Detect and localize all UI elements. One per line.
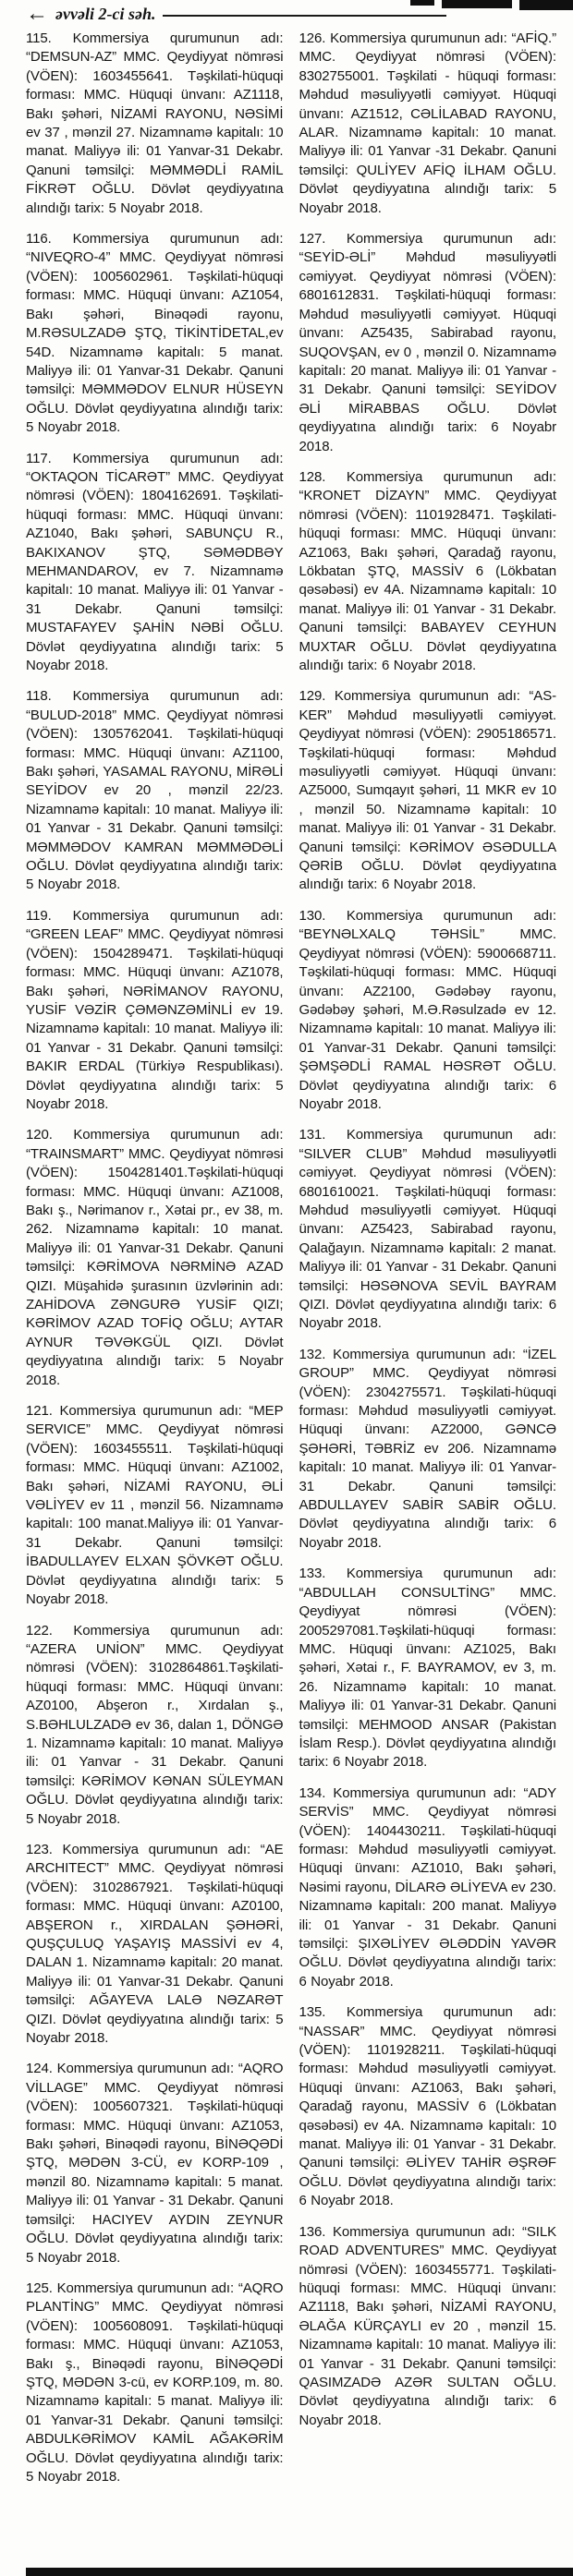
registry-entry-130: 130. Kommersiya qurumunun adı: “BEYNƏLXALQ TƏHSİL” MMC. Qeydiyyat nömrəsi (VÖEN): 5900668711. Təşkilati-hüquqi forması: MMC. Hüquqi ünvanı: AZ2100, Gədəbəy rayonu, Gədəbəy şəhəri, M.Ə.Rəsulzadə ev 12. Nizamnamə kapitalı: 10 manat. Maliyyə ili: 01 Yanvar-31 Dekabr. Qanuni təmsilçi: ŞƏMŞƏDLİ RAMAL HƏSRƏT OĞLU. Dövlət qeydiyyatına alındığı tarix: 6 Noyabr 2018. bbox=[299, 907, 556, 1112]
registry-entry-131: 131. Kommersiya qurumunun adı: “SILVER CLUB” Məhdud məsuliyyətli cəmiyyət. Qeydiyyat nömrəsi (VÖEN): 6801610021. Təşkilati-hüquqi forması: Məhdud məsuliyyətli cəmiyyət. Hüquqi ünvanı: AZ5423, Sabirabad rayonu, Qalağayın. Nizamnamə kapitalı: 2 manat. Maliyyə ili: 01 Yanvar - 31 Dekabr. Qanuni təmsilçi: HƏSƏNOVA SEVİL BAYRAM QIZI. Dövlət qeydiyyatına alındığı tarix: 6 Noyabr 2018. bbox=[299, 1127, 556, 1332]
registry-entry-124: 124. Kommersiya qurumunun adı: “AQRO VİLLAGE” MMC. Qeydiyyat nömrəsi (VÖEN): 1005607321. Təşkilati-hüquqi forması: MMC. Hüquqi ünvanı: AZ1053, Bakı şəhəri, Binəqədi rayonu, BİNƏQƏDİ ŞTQ, MƏDƏN 3-CÜ, ev KORP-109 , mənzil 80. Nizamnamə kapitalı: 5 manat. Maliyyə ili: 01 Yanvar - 31 Dekabr. Qanuni təmsilçi: HACIYEV AYDIN ZEYNUR OĞLU. Dövlət qeydiyyatına alındığı tarix: 5 Noyabr 2018. bbox=[26, 2061, 284, 2266]
registry-entry-121: 121. Kommersiya qurumunun adı: “MEP SERVICE” MMC. Qeydiyyat nömrəsi (VÖEN): 1603455511. Təşkilati-hüquqi forması: MMC. Hüquqi ünvanı: AZ1002, Bakı şəhəri, NİZAMİ RAYONU, ƏLİ VƏLİYEV ev 11 , mənzil 56. Nizamnamə kapitalı: 100 manat.Maliyyə ili: 01 Yanvar-31 Dekabr. Qanuni təmsilçi: İBADULLAYEV ELXAN ŞÖVKƏT OĞLU. Dövlət qeydiyyatına alındığı tarix: 5 Noyabr 2018. bbox=[26, 1403, 284, 1608]
registry-entry-136: 136. Kommersiya qurumunun adı: “SILK ROAD ADVENTURES” MMC. Qeydiyyat nömrəsi (VÖEN): 1603455771. Təşkilati-hüquqi forması: MMC. Hüquqi ünvanı: AZ1118, Bakı şəhəri, NİZAMİ RAYONU, ƏLAĞA KÜRÇAYLI ev 20 , mənzil 15. Nizamnamə kapitalı: 10 manat. Maliyyə ili: 01 Yanvar - 31 Dekabr. Qanuni təmsilçi: QASIMZADƏ AZƏR SULTAN OĞLU. Dövlət qeydiyyatına alındığı tarix: 6 Noyabr 2018. bbox=[299, 2223, 556, 2428]
registry-entry-132: 132. Kommersiya qurumunun adı: “İZEL GROUP” MMC. Qeydiyyat nömrəsi (VÖEN): 2304275571. Təşkilati-hüquqi forması: Məhdud məsuliyyətli cəmiyyət. Hüquqi ünvanı: AZ2000, GƏNCƏ ŞƏHƏRİ, TƏBRİZ ev 206. Nizamnamə kapitalı: 10 manat. Maliyyə ili: 01 Yanvar-31 Dekabr. Qanuni təmsilçi: ABDULLAYEV SABİR SABİR OĞLU. Dövlət qeydiyyatına alındığı tarix: 6 Noyabr 2018. bbox=[299, 1346, 556, 1551]
registry-entry-119: 119. Kommersiya qurumunun adı: “GREEN LEAF” MMC. Qeydiyyat nömrəsi (VÖEN): 1504289471. Təşkilati-hüquqi forması: MMC. Hüquqi ünvanı: AZ1078, Bakı şəhəri, NƏRİMANOV RAYONU, YUSİF VƏZİR ÇƏMƏNZƏMİNLİ ev 19. Nizamnamə kapitalı: 10 manat. Maliyyə ili: 01 Yanvar - 31 Dekabr. Qanuni təmsilçi: BAKIR ERDAL (Türkiyə Respublikası). Dövlət qeydiyyatına alındığı tarix: 5 Noyabr 2018. bbox=[26, 907, 284, 1112]
registry-entry-128: 128. Kommersiya qurumunun adı: “KRONET DİZAYN” MMC. Qeydiyyat nömrəsi (VÖEN): 1101928471. Təşkilati-hüquqi forması: MMC. Hüquqi ünvanı: AZ1063, Bakı şəhəri, Qaradağ rayonu, Lökbatan ŞTQ, MASSİV 6 (Lökbatan qəsəbəsi) ev 4A. Nizamnamə kapitalı: 10 manat. Maliyyə ili: 01 Yanvar - 31 Dekabr. Qanuni təmsilçi: BABAYEV CEYHUN MUXTAR OĞLU. Dövlət qeydiyyatına alındığı tarix: 6 Noyabr 2018. bbox=[299, 468, 556, 673]
registry-entry-116: 116. Kommersiya qurumunun adı: “NIVEQRO-4” MMC. Qeydiyyat nömrəsi (VÖEN): 1005602961. Təşkilati-hüquqi forması: MMC. Hüquqi ünvanı: AZ1054, Bakı şəhəri, Binəqədi rayonu, M.RƏSULZADƏ ŞTQ, TİKİNTİDETAL,ev 54D. Nizamnamə kapitalı: 5 manat. Maliyyə ili: 01 Yanvar-31 Dekabr. Qanuni təmsilçi: MƏMMƏDOV ELNUR HÜSEYN OĞLU. Dövlət qeydiyyatına alındığı tarix: 5 Noyabr 2018. bbox=[26, 231, 284, 436]
registry-entry-117: 117. Kommersiya qurumunun adı: “OKTAQON TİCARƏT” MMC. Qeydiyyat nömrəsi (VÖEN): 1804162691. Təşkilati-hüquqi forması: MMC. Hüquqi ünvanı: AZ1040, Bakı şəhəri, SABUNÇU R., BAKIXANOV ŞTQ, SƏMƏDBƏY MEHMANDAROV, ev 7. Nizamnamə kapitalı: 10 manat. Maliyyə ili: 01 Yanvar - 31 Dekabr. Qanuni təmsilçi: MUSTAFAYEV ŞAHİN NƏBİ OĞLU. Dövlət qeydiyyatına alındığı tarix: 5 Noyabr 2018. bbox=[26, 450, 284, 673]
registry-columns bbox=[26, 30, 556, 2498]
next-section-bar-cutoff bbox=[26, 2568, 573, 2576]
registry-entry-125: 125. Kommersiya qurumunun adı: “AQRO PLANTİNG” MMC. Qeydiyyat nömrəsi (VÖEN): 1005608091. Təşkilati-hüquqi forması: MMC. Hüquqi ünvanı: AZ1053, Bakı ş., Binəqədi rayonu, BİNƏQƏDİ ŞTQ, MƏDƏN 3-cü, ev KORP.109, m. 80. Nizamnamə kapitalı: 5 manat. Maliyyə ili: 01 Yanvar-31 Dekabr. Qanuni təmsilçi: ABDULKƏRİMOV KAMİL AĞAKƏRİM OĞLU. Dövlət qeydiyyatına alındığı tarix: 5 Noyabr 2018. bbox=[26, 2280, 284, 2485]
back-arrow-icon: ← bbox=[26, 1, 48, 26]
registry-entry-134: 134. Kommersiya qurumunun adı: “ADY SERVİS” MMC. Qeydiyyat nömrəsi (VÖEN): 1404430211. Təşkilati-hüquqi forması: Məhdud məsuliyyətli cəmiyyət. Hüquqi ünvanı: AZ1010, Bakı şəhəri, Nəsimi rayonu, DİLARƏ ƏLİYEVA ev 230. Nizamnamə kapitalı: 200 manat. Maliyyə ili: 01 Yanvar - 31 Dekabr. Qanuni təmsilçi: ŞIXƏLİYEV ƏLƏDDİN YAVƏR OĞLU. Dövlət qeydiyyatına alındığı tarix: 6 Noyabr 2018. bbox=[299, 1784, 556, 1989]
registry-entry-122: 122. Kommersiya qurumunun adı: “AZERA UNİON” MMC. Qeydiyyat nömrəsi (VÖEN): 3102864861.Təşkilati-hüquqi forması: MMC. Hüquqi ünvanı: AZ0100, Abşeron r., Xırdalan ş., S.BƏHLULZADƏ ev 36, dalan 1, DÖNGƏ 1. Nizamnamə kapitalı: 10 manat. Maliyyə ili: 01 Yanvar - 31 Dekabr. Qanuni təmsilçi: KƏRİMOV KƏNAN SÜLEYMAN OĞLU. Dövlət qeydiyyatına alındığı tarix: 5 Noyabr 2018. bbox=[26, 1622, 284, 1827]
right-column bbox=[299, 30, 557, 2498]
registry-entry-115: 115. Kommersiya qurumunun adı: “DEMSUN-AZ” MMC. Qeydiyyat nömrəsi (VÖEN): 1603455641. Təşkilati-hüquqi forması: MMC. Hüquqi ünvanı: AZ1118, Bakı şəhəri, NİZAMİ RAYONU, NƏSİMİ ev 37 , mənzil 27. Nizamnamə kapitalı: 10 manat. Maliyyə ili: 01 Yanvar-31 Dekabr. Qanuni təmsilçi: MƏMMƏDLİ RAMİL FİKRƏT OĞLU. Dövlət qeydiyyatına alındığı tarix: 5 Noyabr 2018. bbox=[26, 30, 284, 216]
registry-entry-133: 133. Kommersiya qurumunun adı: “ABDULLAH CONSULTİNG” MMC. Qeydiyyat nömrəsi (VÖEN): 2005297081.Təşkilati-hüquqi forması: MMC. Hüquqi ünvanı: AZ1025, Bakı şəhəri, Xətai r., F. BAYRAMOV, ev 3, m. 26. Nizamnamə kapitalı: 10 manat. Maliyyə ili: 01 Yanvar-31 Dekabr. Qanuni təmsilçi: MEHMOOD ANSAR (Pakistan İslam Resp.). Dövlət qeydiyyatına alındığı tarix: 6 Noyabr 2018. bbox=[299, 1566, 556, 1771]
continued-from-label: əvvəli 2-ci səh. bbox=[55, 4, 156, 23]
registry-entry-135: 135. Kommersiya qurumunun adı: “NASSAR” MMC. Qeydiyyat nömrəsi (VÖEN): 1101928211. Təşkilati-hüquqi forması: Məhdud məsuliyyətli cəmiyyət. Hüquqi ünvanı: AZ1063, Bakı şəhəri, Qaradağ rayonu, MASSİV 6 (Lökbatan qəsəbəsi) ev 4A. Nizamnamə kapitalı: 10 manat. Maliyyə ili: 01 Yanvar - 31 Dekabr. Qanuni təmsilçi: ƏLİYEV TAHİR ƏŞRƏF OĞLU. Dövlət qeydiyyatına alındığı tarix: 6 Noyabr 2018. bbox=[299, 2004, 556, 2209]
registry-entry-118: 118. Kommersiya qurumunun adı: “BULUD-2018” MMC. Qeydiyyat nömrəsi (VÖEN): 1305762041. Təşkilati-hüquqi forması: MMC. Hüquqi ünvanı: AZ1100, Bakı şəhəri, YASAMAL RAYONU, MİRƏLİ SEYİDOV ev 20 , mənzil 22/23. Nizamnamə kapitalı: 10 manat. Maliyyə ili: 01 Yanvar - 31 Dekabr. Qanuni təmsilçi: MƏMMƏDOV KAMRAN MƏMMƏDƏLİ OĞLU. Dövlət qeydiyyatına alındığı tarix: 5 Noyabr 2018. bbox=[26, 688, 284, 893]
registry-entry-127: 127. Kommersiya qurumunun adı: “SEYİD-ƏLİ” Məhdud məsuliyyətli cəmiyyət. Qeydiyyat nömrəsi (VÖEN): 6801612831. Təşkilati-hüquqi forması: Məhdud məsuliyyətli cəmiyyət. Hüquqi ünvanı: AZ5435, Sabirabad rayonu, SUQOVŞAN, ev 0 , mənzil 0. Nizamnamə kapitalı: 20 manat. Maliyyə ili: 01 Yanvar - 31 Dekabr. Qanuni təmsilçi: SEYİDOV ƏLİ MİRABBAS OĞLU. Dövlət qeydiyyatına alındığı tarix: 6 Noyabr 2018. bbox=[299, 231, 556, 454]
registry-entry-123: 123. Kommersiya qurumunun adı: “AE ARCHITECT” MMC. Qeydiyyat nömrəsi (VÖEN): 3102867921. Təşkilati-hüquqi forması: MMC. Hüquqi ünvanı: AZ0100, ABŞERON r., XIRDALAN ŞƏHƏRİ, QUŞÇULUQ YAŞAYIŞ MASSİVİ ev 4, DALAN 1. Nizamnamə kapitalı: 20 manat. Maliyyə ili: 01 Yanvar-31 Dekabr. Qanuni təmsilçi: AĞAYEVA LALƏ NƏZARƏT QIZI. Dövlət qeydiyyatına alındığı tarix: 5 Noyabr 2018. bbox=[26, 1841, 284, 2047]
masthead-cutoff-fragment bbox=[442, 0, 512, 8]
left-column bbox=[26, 30, 284, 2498]
registry-entry-120: 120. Kommersiya qurumunun adı: “TRAINSMART” MMC. Qeydiyyat nömrəsi (VÖEN): 1504281401.Təşkilati-hüquqi forması: MMC. Hüquqi ünvanı: AZ1008, Bakı ş., Nərimanov r., Xətai pr., ev 38, m. 262. Nizamnamə kapitalı: 10 manat. Maliyyə ili: 01 Yanvar-31 Dekabr. Qanuni təmsilçi: KƏRİMOVA NƏRMİNƏ AZAD QIZI. Müşahidə şurasının üzvlərinin adı: ZAHİDOVA ZƏNGURƏ YUSİF QIZI; KƏRİMOV AZAD TOFİQ OĞLU; AYTAR AYNUR TƏVƏKGÜL QIZI. Dövlət qeydiyyatına alındığı tarix: 5 Noyabr 2018. bbox=[26, 1127, 284, 1388]
continued-from-header bbox=[26, 2, 446, 26]
registry-entry-126: 126. Kommersiya qurumunun adı: “AFİQ.” MMC. Qeydiyyat nömrəsi (VÖEN): 8302755001. Təşkilati - hüquqi forması: Məhdud məsuliyyətli cəmiyyət. Hüquqi ünvanı: AZ1512, CƏLİLABAD RAYONU, ALAR. Nizamnamə kapitalı: 10 manat. Maliyyə ili: 01 Yanvar -31 Dekabr. Qanuni təmsilçi: QULİYEV AFİQ İLHAM OĞLU. Dövlət qeydiyyatına alındığı tarix: 5 Noyabr 2018. bbox=[299, 30, 556, 216]
masthead-cutoff-fragment bbox=[410, 0, 434, 6]
registry-entry-129: 129. Kommersiya qurumunun adı: “AS-KER” Məhdud məsuliyyətli cəmiyyət. Qeydiyyat nömrəsi (VÖEN): 2905186571. Təşkilati-hüquqi forması: Məhdud məsuliyyətli cəmiyyət. Hüquqi ünvanı: AZ5000, Sumqayıt şəhəri, 11 MKR ev 10 , mənzil 50. Nizamnamə kapitalı: 10 manat. Maliyyə ili: 01 Yanvar - 31 Dekabr. Qanuni təmsilçi: KƏRİMOV ƏSƏDULLA QƏRİB OĞLU. Dövlət qeydiyyatına alındığı tarix: 6 Noyabr 2018. bbox=[299, 688, 556, 893]
header-rule bbox=[163, 15, 446, 17]
masthead-cutoff-fragment bbox=[519, 0, 573, 10]
